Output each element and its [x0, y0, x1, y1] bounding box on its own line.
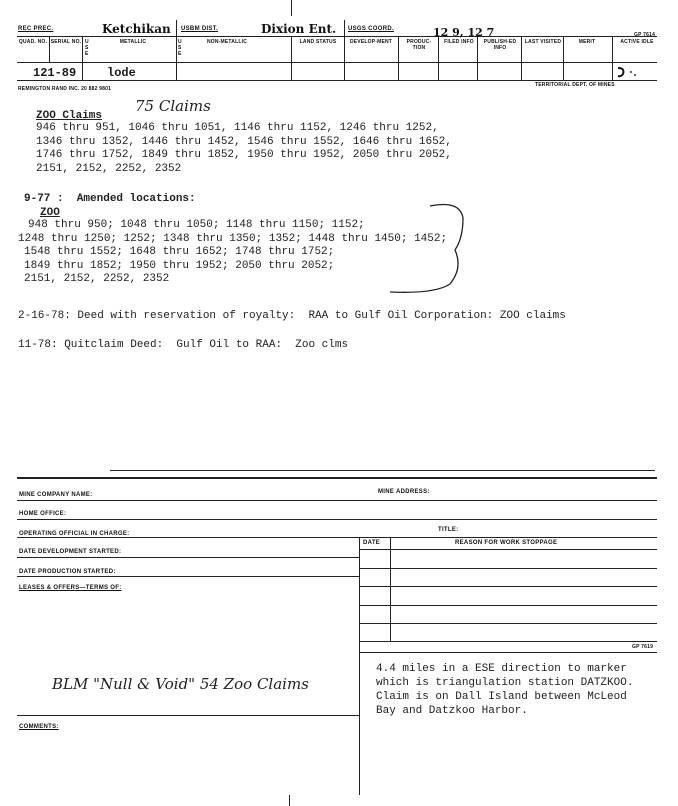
section-title: ZOO Claims	[36, 110, 103, 122]
col-use-metallic: U S E	[85, 39, 89, 57]
rec-prec-label: REC PREC.	[18, 26, 54, 32]
claims-line: 946 thru 951, 1046 thru 1051, 1146 thru 1152, 1246 thru 1252,	[36, 122, 439, 134]
quad-value: 121-89	[33, 66, 77, 80]
metallic-value: lode	[107, 66, 136, 80]
col-serial: SERIAL NO.	[50, 39, 82, 45]
usbm-dist-value: Dixion Ent.	[261, 22, 337, 36]
active-idle-mark	[615, 64, 641, 83]
rule	[17, 62, 657, 63]
usbm-dist-label: USBM DIST.	[181, 26, 219, 32]
amended-heading: 9-77 : Amended locations:	[24, 193, 196, 205]
col-production: PRODUC-TION	[406, 39, 432, 51]
col-development: DEVELOP-MENT	[349, 39, 393, 45]
territorial-dept: TERRITORIAL DEPT. OF MINES	[535, 82, 615, 88]
rule	[110, 470, 655, 471]
stoppage-date-header: DATE	[363, 540, 381, 546]
col-last-visited: LAST VISITED	[524, 39, 562, 45]
claims-line: 1346 thru 1352, 1446 thru 1452, 1546 thru 1552, 1646 thru 1652,	[36, 135, 452, 148]
location-description	[376, 662, 633, 718]
rule	[17, 477, 657, 479]
col-merit: MERIT	[578, 39, 596, 45]
mine-company-name: MINE COMPANY NAME:	[19, 492, 93, 498]
form-number-bottom: GP 7619	[632, 644, 654, 650]
claims-line: 2151, 2152, 2252, 2352	[36, 162, 182, 175]
bottom-tick	[289, 795, 290, 806]
home-office: HOME OFFICE:	[19, 511, 67, 517]
col-use-nonmetallic: U S E	[178, 39, 182, 57]
amended-line: 948 thru 950; 1048 thru 1050; 1148 thru 1150; 1152;	[28, 219, 365, 231]
deed-line: 2-16-78: Deed with reservation of royalty: RAA to Gulf Oil Corporation: ZOO claims	[18, 310, 566, 322]
location-line: 4.4 miles in a ESE direction to marker	[376, 663, 627, 675]
mine-address: MINE ADDRESS:	[378, 489, 430, 495]
amended-line: 1248 thru 1250; 1252; 1348 thru 1350; 1352; 1448 thru 1450; 1452;	[18, 232, 448, 245]
rule	[17, 36, 657, 37]
location-line: Claim is on Dall Island between McLeod	[376, 691, 627, 703]
comments-label: COMMENTS:	[19, 724, 59, 730]
rec-prec-value: Ketchikan	[102, 22, 171, 36]
location-line: which is triangulation station DATZKOO.	[376, 677, 634, 689]
claims-line: 1746 thru 1752, 1849 thru 1852, 1950 thru 1952, 2050 thru 2052,	[36, 149, 452, 161]
claims-list	[36, 122, 452, 176]
usgs-coord-value: 12 9, 12 7	[433, 26, 495, 39]
handwritten-note: BLM "Null & Void" 54 Zoo Claims	[52, 675, 309, 693]
operating-official: OPERATING OFFICIAL IN CHARGE:	[19, 531, 130, 537]
col-land-status: LAND STATUS	[299, 39, 337, 45]
col-active-idle: ACTIVE IDLE	[620, 39, 654, 45]
imprint: REMINGTON RAND INC. 20 882 9801	[18, 86, 112, 92]
form-number-top: GP 7614	[634, 32, 656, 38]
usgs-coord-label: USGS COORD.	[348, 26, 394, 32]
quitclaim-line: 11-78: Quitclaim Deed: Gulf Oil to RAA: Zoo clms	[18, 339, 349, 351]
amended-line: 1849 thru 1852; 1950 thru 1952; 2050 thru 2052;	[24, 259, 335, 272]
amended-list	[18, 219, 448, 287]
date-development-started: DATE DEVELOPMENT STARTED:	[19, 549, 122, 555]
date-production-started: DATE PRODUCTION STARTED:	[19, 569, 116, 575]
amended-line: 2151, 2152, 2252, 2352	[24, 273, 170, 285]
title-label: TITLE:	[438, 527, 459, 533]
claims-count-note: 75 Claims	[135, 97, 211, 115]
leases-offers: LEASES & OFFERS—TERMS OF:	[19, 585, 122, 591]
amended-line: 1548 thru 1552; 1648 thru 1652; 1748 thru 1752;	[24, 246, 335, 258]
location-line: Bay and Datzkoo Harbor.	[376, 705, 528, 717]
amended-sub: ZOO	[40, 207, 60, 219]
rule	[17, 80, 657, 81]
stoppage-reason-header: REASON FOR WORK STOPPAGE	[455, 540, 558, 546]
col-filed-info: FILED INFO	[444, 39, 474, 45]
top-tick	[291, 0, 292, 16]
col-nonmetallic: NON-METALLIC	[206, 39, 248, 45]
col-quad: QUAD. NO.	[18, 39, 48, 45]
header-block	[17, 20, 657, 84]
col-published-info: PUBLISH-ED INFO	[483, 39, 517, 51]
col-metallic: METALLIC	[119, 39, 147, 45]
brace-mark	[385, 198, 475, 296]
